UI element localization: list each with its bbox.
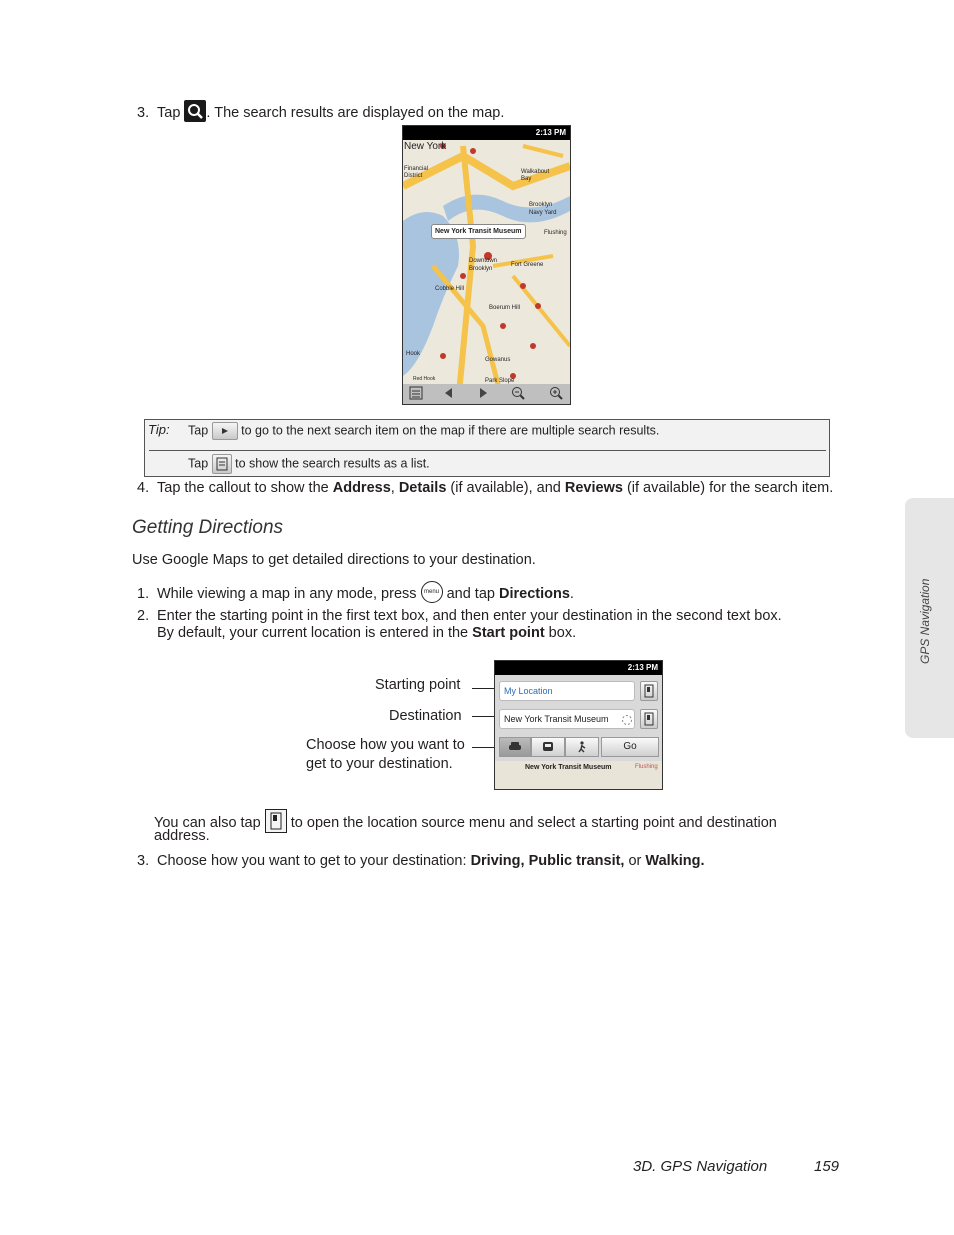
destination-field[interactable]: New York Transit Museum — [499, 709, 635, 729]
map-label: Red Hook — [413, 376, 436, 382]
next-arrow-icon[interactable] — [475, 386, 489, 400]
start-point-field[interactable]: My Location — [499, 681, 635, 701]
footer-chapter: 3D. GPS Navigation — [633, 1158, 768, 1175]
bus-icon — [542, 741, 554, 753]
map-screenshot — [402, 125, 571, 405]
walking-icon — [576, 741, 588, 753]
directions-step-2-line2: By default, your current location is entered in the Start point box. — [157, 625, 577, 641]
map-label: New York — [404, 141, 447, 152]
status-bar: 2:13 PM — [495, 661, 662, 675]
tip-box — [144, 419, 830, 477]
car-icon — [508, 741, 522, 753]
tip-row-next: Tap to go to the next search item on the map if there are multiple search results. — [188, 422, 659, 440]
callout-starting-point: Starting point — [375, 677, 461, 693]
map-label: Downtown Brooklyn — [469, 258, 498, 272]
map-label: Walkabout Bay — [521, 169, 550, 182]
next-arrow-icon — [212, 422, 238, 440]
directions-screenshot — [494, 660, 663, 790]
zoom-in-icon[interactable] — [549, 386, 563, 400]
location-source-icon — [265, 809, 287, 833]
also-tap-line2: address. — [154, 828, 210, 844]
map-callout: New York Transit Museum — [525, 764, 612, 771]
transit-mode-button[interactable] — [531, 737, 565, 757]
map-label: Fort Greene — [511, 262, 544, 268]
callout-how-line2: get to your destination. — [306, 756, 453, 772]
list-icon[interactable] — [409, 386, 423, 400]
driving-mode-button[interactable] — [499, 737, 531, 757]
directions-step-1: 1. While viewing a map in any mode, press menu and tap Directions. — [137, 583, 574, 605]
directions-step-2: 2. Enter the starting point in the first text box, and then enter your destination in the second text box. — [137, 608, 782, 624]
map-label: Financial District — [404, 166, 429, 179]
loading-spinner-icon — [621, 713, 633, 725]
tip-row-list: Tap to show the search results as a list. — [188, 454, 430, 474]
tip-label: Tip: — [148, 422, 170, 437]
go-button[interactable]: Go — [601, 737, 659, 757]
step-number: 3. — [137, 104, 150, 121]
previous-arrow-icon[interactable] — [443, 386, 457, 400]
map-label: Cobble Hill — [435, 286, 465, 292]
location-source-button[interactable] — [640, 709, 658, 729]
tip-divider — [149, 450, 826, 451]
status-bar: 2:13 PM — [403, 126, 570, 140]
map-label: Flushing — [544, 230, 567, 236]
callout-destination: Destination — [389, 708, 462, 724]
also-tap-line1: You can also tap to open the location source menu and select a starting point and destination — [154, 811, 777, 835]
menu-key-icon: menu — [421, 581, 443, 603]
step-4-callout: 4. Tap the callout to show the Address, Details (if available), and Reviews (if available) for the search item. — [137, 480, 834, 496]
list-icon — [212, 454, 232, 474]
map-label: Gowanus — [485, 357, 511, 363]
section-title: Getting Directions — [132, 517, 284, 538]
chapter-side-label: GPS Navigation — [918, 578, 932, 664]
callout-how-line1: Choose how you want to — [306, 737, 465, 753]
map-callout[interactable]: New York Transit Museum — [431, 224, 526, 239]
map-label: Flushing — [635, 764, 658, 770]
map-label: Hook — [406, 351, 421, 357]
location-source-button[interactable] — [640, 681, 658, 701]
page-number: 159 — [814, 1158, 840, 1175]
walking-mode-button[interactable] — [565, 737, 599, 757]
search-icon — [184, 100, 206, 122]
section-intro: Use Google Maps to get detailed directions to your destination. — [132, 552, 536, 568]
map-label: Park Slope — [485, 378, 515, 384]
map-label: Boerum Hill — [489, 305, 521, 311]
step-3-search: 3. Tap . The search results are displayed on the map. — [137, 102, 504, 124]
zoom-out-icon[interactable] — [511, 386, 525, 400]
map-label: Brooklyn Navy Yard — [529, 202, 557, 216]
directions-step-3: 3. Choose how you want to get to your destination: Driving, Public transit, or Walking. — [137, 853, 705, 869]
